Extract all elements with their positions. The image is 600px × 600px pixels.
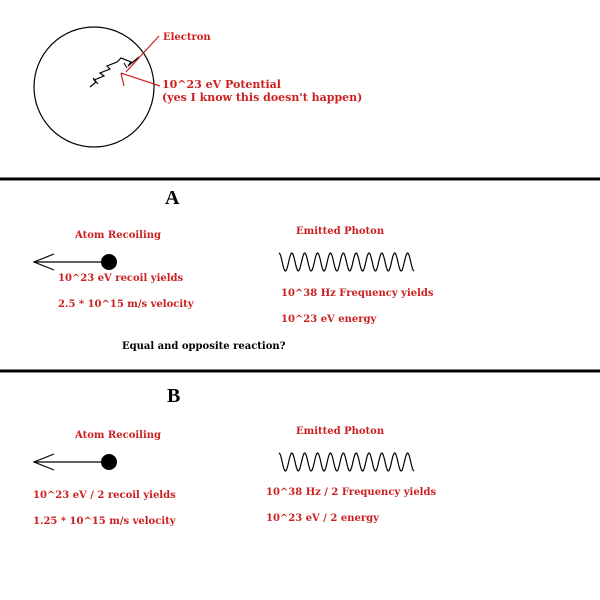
section-b-photon-wave (279, 453, 414, 471)
section-a-question: Equal and opposite reaction? (122, 341, 286, 352)
electron-pointer-line (126, 36, 159, 72)
section-a-photon-wave (279, 253, 414, 271)
section-a-energy-text: 10^23 eV energy (281, 314, 377, 325)
electron-label: Electron (163, 32, 211, 43)
section-a-photon-heading: Emitted Photon (296, 226, 385, 237)
section-a-letter: A (165, 187, 180, 209)
section-a-atom-dot (101, 254, 117, 270)
section-a-recoil-text: 10^23 eV recoil yields (58, 273, 184, 284)
potential-pointer-line (121, 73, 160, 86)
section-b-energy-text: 10^23 eV / 2 energy (266, 513, 379, 524)
potential-note: (yes I know this doesn't happen) (162, 91, 363, 104)
section-a-velocity-text: 2.5 * 10^15 m/s velocity (58, 299, 194, 310)
section-b-frequency-text: 10^38 Hz / 2 Frequency yields (266, 487, 437, 498)
section-b-atom-heading: Atom Recoiling (75, 430, 162, 441)
atom-circle (34, 27, 154, 147)
potential-pointer-tick (121, 73, 124, 86)
zigzag-tick (124, 63, 127, 68)
section-b-recoil-text: 10^23 eV / 2 recoil yields (33, 490, 176, 501)
section-a-frequency-text: 10^38 Hz Frequency yields (281, 288, 434, 299)
section-b-photon-heading: Emitted Photon (296, 426, 385, 437)
potential-label: 10^23 eV Potential (162, 78, 281, 91)
section-b-velocity-text: 1.25 * 10^15 m/s velocity (33, 516, 176, 527)
section-b-letter: B (167, 385, 181, 407)
section-b-atom-dot (101, 454, 117, 470)
section-a-atom-heading: Atom Recoiling (75, 230, 162, 241)
